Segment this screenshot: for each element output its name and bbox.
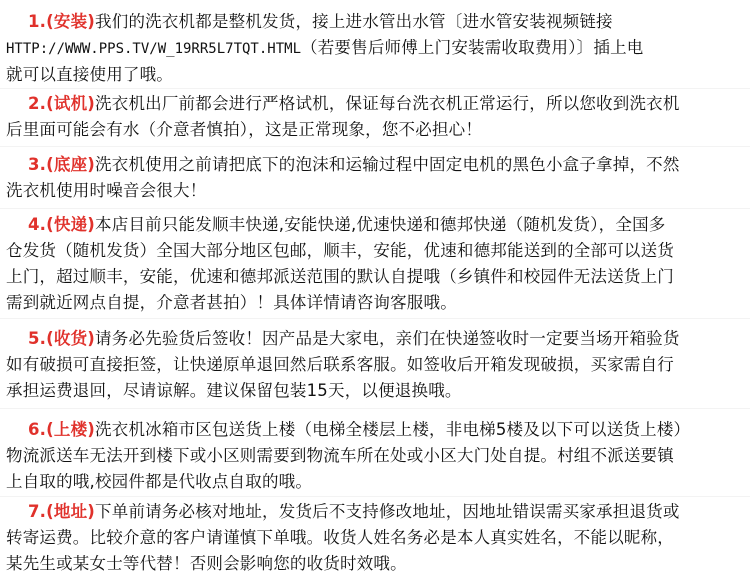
notice-text: 本店目前只能发顺丰快递,安能快递,优速快递和德邦快递（随机发货），全国多 — [95, 215, 666, 234]
notice-line: 仓发货（随机发货）全国大部分地区包邮，顺丰，安能，优速和德邦能送到的全部可以送货 — [6, 241, 674, 260]
notice-number: 1. — [28, 12, 47, 31]
notice-receipt — [0, 326, 750, 404]
notice-line — [6, 326, 746, 352]
notice-text: 我们的洗衣机都是整机发货，接上进水管出水管〔进水管安装视频链接 — [95, 12, 613, 31]
notice-line — [6, 499, 746, 525]
notice-install — [0, 9, 750, 88]
notice-line — [6, 212, 746, 238]
notice-upstairs — [0, 417, 750, 495]
notice-line: 上门，超过顺丰，安能，优速和德邦派送范围的默认自提哦（乡镇件和校园件无法送货上门 — [6, 267, 674, 286]
divider — [0, 146, 750, 147]
notice-text: 下单前请务必核对地址，发货后不支持修改地址，因地址错误需买家承担退货或 — [95, 502, 680, 521]
notice-line — [6, 35, 746, 62]
notice-number: 2. — [28, 94, 47, 113]
notice-tag: (试机) — [46, 94, 96, 113]
divider — [0, 88, 750, 89]
divider — [0, 318, 750, 319]
notice-number: 4. — [28, 215, 47, 234]
notice-number: 7. — [28, 502, 47, 521]
notice-number: 6. — [28, 420, 47, 439]
notice-base — [0, 152, 750, 204]
notice-line — [6, 91, 746, 117]
notice-line: 转寄运费。比较介意的客户请谨慎下单哦。收货人姓名务必是本人真实姓名，不能以昵称， — [6, 528, 674, 547]
notice-delivery — [0, 212, 750, 316]
notice-line: 就可以直接使用了哦。 — [6, 65, 173, 84]
notice-line: 物流派送车无法开到楼下或小区则需要到物流车所在处或小区大门处自提。村组不派送要镇 — [6, 446, 674, 465]
divider — [0, 496, 750, 497]
notice-line: 洗衣机使用时噪音会很大！ — [6, 181, 207, 200]
notice-tag: (快递) — [46, 215, 96, 234]
notice-tag: (上楼) — [46, 420, 96, 439]
notice-tag: (地址) — [46, 502, 96, 521]
notice-number: 3. — [28, 155, 47, 174]
notice-text: 洗衣机使用之前请把底下的泡沫和运输过程中固定电机的黑色小盒子拿掉，不然 — [95, 155, 680, 174]
notice-text: 洗衣机出厂前都会进行严格试机，保证每台洗衣机正常运行，所以您收到洗衣机 — [95, 94, 680, 113]
notice-text: （若要售后师傅上门安装需收取费用）〕插上电 — [301, 38, 644, 57]
notice-line — [6, 152, 746, 178]
notice-address — [0, 499, 750, 577]
notice-test-run — [0, 91, 750, 143]
notice-line: 上自取的哦,校园件都是代收点自取的哦。 — [6, 472, 313, 491]
notice-line: 如有破损可直接拒签，让快递原单退回然后联系客服。如签收后开箱发现破损，买家需自行 — [6, 355, 674, 374]
notice-text: 请务必先验货后签收！因产品是大家电，亲们在快递签收时一定要当场开箱验货 — [95, 329, 680, 348]
notice-line — [6, 9, 746, 35]
divider — [0, 208, 750, 209]
notice-number: 5. — [28, 329, 47, 348]
notice-line: 承担运费退回，尽请谅解。建议保留包装15天，以便退换哦。 — [6, 381, 462, 400]
notice-line: 后里面可能会有水（介意者慎拍），这是正常现象，您不必担心！ — [6, 120, 483, 139]
install-video-link[interactable]: HTTP://WWW.PPS.TV/W_19RR5L7TQT.HTML — [6, 41, 302, 57]
notice-tag: (收货) — [46, 329, 96, 348]
notice-text: 洗衣机冰箱市区包送货上楼（电梯全楼层上楼，非电梯5楼及以下可以送货上楼） — [95, 420, 691, 439]
notice-line: 需到就近网点自提，介意者甚拍）！具体详情请咨询客服哦。 — [6, 293, 457, 312]
notice-tag: (底座) — [46, 155, 96, 174]
divider — [0, 408, 750, 409]
notice-line — [6, 417, 746, 443]
notice-tag: (安装) — [46, 12, 96, 31]
notice-line: 某先生或某女士等代替！否则会影响您的收货时效哦。 — [6, 554, 407, 573]
